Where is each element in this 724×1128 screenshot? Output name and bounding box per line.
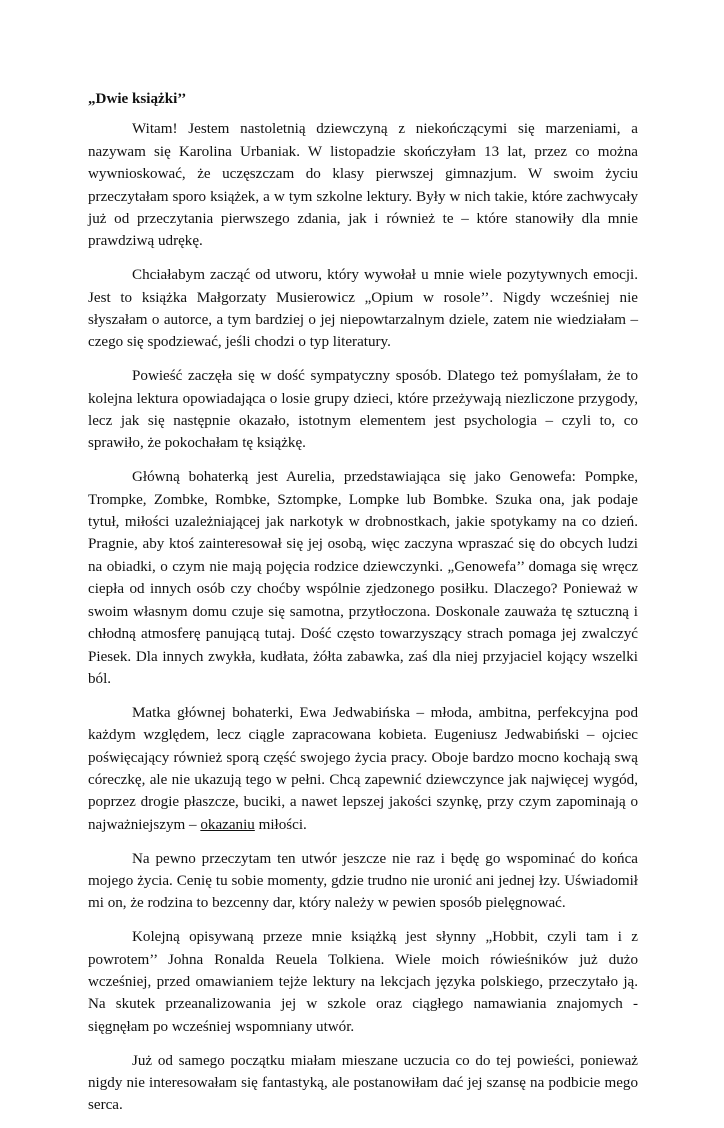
document-body (88, 88, 638, 1128)
paragraph-introduction: Witam! Jestem nastoletnią dziewczyną z niekończącymi się marzeniami, a nazywam się Karolina Urbaniak. W listopadzie skończyłam 13 lat, przez co można wywnioskować, że uczęszczam do klasy pierwszej gimnazjum. W swoim życiu przeczytałam sporo książek, a w tym szkolne lektury. Były w nich takie, które zachwycały już od przeczytania pierwszego zdania, jak i również te – które stanowiły dla mnie prawdziwą udrękę. (88, 121, 638, 250)
paragraph-parents-text: Matka głównej bohaterki, Ewa Jedwabińska – młoda, ambitna, perfekcyjna pod każdym względem, lecz ciągle zapracowana kobieta. Eugeniusz Jedwabiński – ojciec poświęcający również sporą część swojego życia pracy. Oboje bardzo mocno kochają swą córeczkę, ale nie ukazują tego w pełni. Chcą zapewnić dziewczynce jak najwięcej wygód, poprzez drogie płaszcze, buciki, a nawet lepszej jakości szynkę, przy czym zapominają o najważniejszym – (88, 704, 638, 833)
paragraph-parents (88, 702, 638, 836)
paragraph-opium-summary: Na pewno przeczytam ten utwór jeszcze nie raz i będę go wspominać do końca mojego życia. Cenię tu sobie momenty, gdzie trudno nie uronić ani jednej łzy. Uświadomił mi on, że rodzina to bezcenny dar, który należy w pewien sposób pielęgnować. (88, 850, 638, 912)
paragraph-opium-intro: Chciałabym zacząć od utworu, który wywołał u mnie wiele pozytywnych emocji. Jest to książka Małgorzaty Musierowicz „Opium w rosole’’. Nigdy wcześniej nie słyszałam o autorce, a tym bardziej o jej niepowtarzalnym dziele, zatem nie wiedziałam – czego się spodziewać, jeśli chodzi o typ literatury. (88, 267, 638, 351)
underlined-word: okazaniu (200, 816, 255, 833)
document-title: „Dwie książki’’ (88, 91, 187, 107)
paragraph-main-character: Główną bohaterką jest Aurelia, przedstawiająca się jako Genowefa: Pompke, Trompke, Zombke, Rombke, Sztompke, Lompke lub Bombke. Szuka ona, jak podaje tytuł, miłości uzależniającej jak narkotyk w drobnostkach, jakie spotykamy na co dzień. Pragnie, aby ktoś zainteresował się jej osobą, więc zaczyna wpraszać się do obcych ludzi na obiadki, o czym nie mają pojęcia rodzice dziewczynki. „Genowefa’’ domaga się wręcz ciepła od innych osób czy choćby wspólnie zjedzonego posiłku. Dlaczego? Ponieważ w swoim własnym domu czuje się samotna, przytłoczona. Doskonale zauważa tę sztuczną i chłodną atmosferę panującą tutaj. Dość często towarzyszący strach pomaga jej zwalczyć Piesek. Dla innych zwykła, kudłata, żółta zabawka, zaś dla niej przyjaciel kojący wszelki ból. (88, 469, 638, 687)
paragraph-hobbit-impressions: Już od samego początku miałam mieszane uczucia co do tej powieści, ponieważ nigdy nie interesowałam się fantastyką, ale postanowiłam dać jej szansę na podbicie mego serca. (88, 1052, 638, 1114)
paragraph-opium-beginning: Powieść zaczęła się w dość sympatyczny sposób. Dlatego też pomyślałam, że to kolejna lektura opowiadająca o losie grupy dzieci, które przeżywają niezliczone przygody, lecz jak się następnie okazało, istotnym elementem jest psychologia – czyli to, co sprawiło, że pokochałam tę książkę. (88, 368, 638, 452)
paragraph-parents-end: miłości. (254, 816, 307, 833)
paragraph-hobbit-intro: Kolejną opisywaną przeze mnie książką jest słynny „Hobbit, czyli tam i z powrotem’’ Johna Ronalda Reuela Tolkiena. Wiele moich rówieśników już dużo wcześniej, przed omawianiem tejże lektury na lekcjach języka polskiego, przeczytało ją. Na skutek przeanalizowania jej w szkole oraz ciągłego namawiania znajomych - sięgnęłam po wcześniej wspomniany utwór. (88, 929, 638, 1035)
